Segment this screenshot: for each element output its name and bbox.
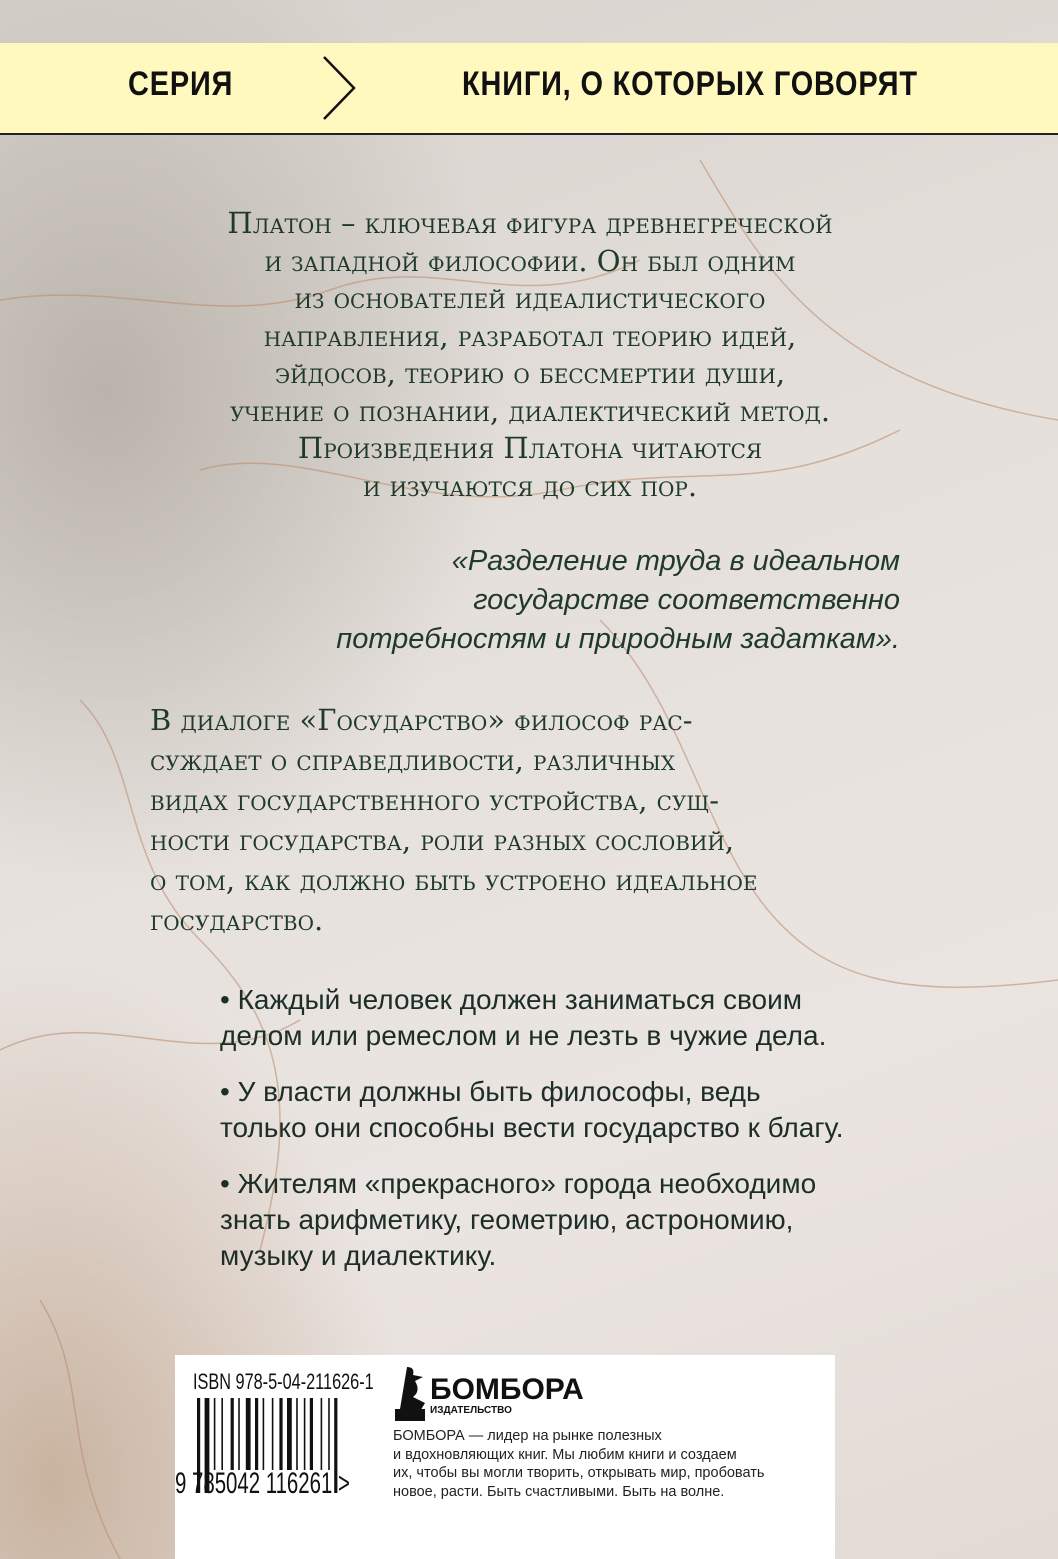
intro-line: направления, разработал теорию идей, — [263, 318, 797, 353]
barcode-bar — [246, 1398, 251, 1470]
publisher-sub: ИЗДАТЕЛЬСТВО — [430, 1405, 512, 1416]
intro-line: и западной философии. Он был одним — [264, 243, 796, 278]
imprint-box — [175, 1355, 835, 1559]
intro-paragraph — [60, 205, 1000, 505]
quote-line: потребностям и природным задаткам». — [336, 623, 900, 655]
barcode-bar — [214, 1398, 216, 1470]
bullet-line: • У власти должны быть философы, ведь — [220, 1076, 761, 1107]
intro-line: Платон – ключевая фигура древнегреческой — [227, 206, 833, 240]
isbn: ISBN 978-5-04-211626-1 — [193, 1369, 374, 1394]
barcode-bar — [255, 1398, 258, 1470]
description-line: В диалоге «Государство» философ рас- — [150, 703, 693, 737]
bullet-line: музыку и диалектику. — [220, 1240, 497, 1271]
description-line: о том, как должно быть устроено идеальное — [150, 863, 758, 897]
description-line: ности государства, роли разных сословий, — [150, 823, 735, 857]
intro-line: и изучаются до сих пор. — [362, 468, 698, 503]
intro-line: эйдосов, теорию о бессмертии души, — [274, 356, 786, 390]
description-line: государство. — [150, 903, 324, 937]
series-name: КНИГИ, О КОТОРЫХ ГОВОРЯТ — [462, 65, 918, 103]
intro-line: учение о познании, диалектический метод. — [229, 393, 831, 428]
description-paragraph — [150, 700, 758, 940]
barcode-bar — [310, 1398, 313, 1470]
bullet-item — [220, 982, 844, 1054]
bullet-item — [220, 1074, 844, 1146]
quote — [336, 542, 900, 659]
barcode-bar — [296, 1398, 298, 1470]
intro-line: из основателей идеалистического — [294, 281, 766, 315]
barcode-bar — [263, 1398, 265, 1470]
barcode-bar — [287, 1398, 292, 1470]
barcode-bar — [231, 1398, 234, 1470]
quote-line: государстве соответственно — [473, 584, 900, 616]
publisher-about — [393, 1427, 764, 1501]
series-label: СЕРИЯ — [128, 65, 234, 103]
bullet-line: только они способны вести государство к благу. — [220, 1112, 844, 1143]
bombora-logo-icon — [393, 1365, 427, 1425]
about-line: БОМБОРА — лидер на рынке полезных — [393, 1428, 662, 1444]
bullet-line: знать арифметику, геометрию, астрономию, — [220, 1204, 794, 1235]
about-line: их, чтобы вы могли творить, открывать мир, пробовать — [393, 1465, 765, 1481]
bullet-item — [220, 1166, 844, 1274]
description-line: суждает о справедливости, различных — [150, 743, 676, 777]
description-line: видах государственного устройства, сущ- — [150, 783, 720, 817]
about-line: новое, расти. Быть счастливыми. Быть на волне. — [393, 1483, 725, 1500]
barcode-bar — [238, 1398, 240, 1470]
barcode-number: 9 785042 116261 > — [175, 1467, 350, 1500]
bullet-list — [220, 982, 844, 1294]
bullet-line: • Каждый человек должен заниматься своим — [220, 984, 802, 1015]
series-banner — [0, 43, 1058, 135]
bullet-line: • Жителям «прекрасного» города необходимо — [220, 1168, 817, 1199]
barcode-bar — [321, 1398, 323, 1470]
bullet-line: делом или ремеслом и не лезть в чужие дела. — [220, 1020, 827, 1051]
chevron-right-icon — [320, 55, 360, 121]
barcode-bar — [272, 1398, 274, 1470]
barcode-bar — [279, 1398, 282, 1470]
barcode-bar — [328, 1398, 330, 1470]
intro-line: Произведения Платона читаются — [297, 431, 763, 465]
barcode-bar — [304, 1398, 306, 1470]
barcode-bar — [221, 1398, 223, 1470]
about-line: и вдохновляющих книг. Мы любим книги и создаем — [393, 1446, 737, 1463]
quote-line: «Разделение труда в идеальном — [451, 545, 900, 577]
publisher-name: БОМБОРА — [430, 1373, 584, 1406]
